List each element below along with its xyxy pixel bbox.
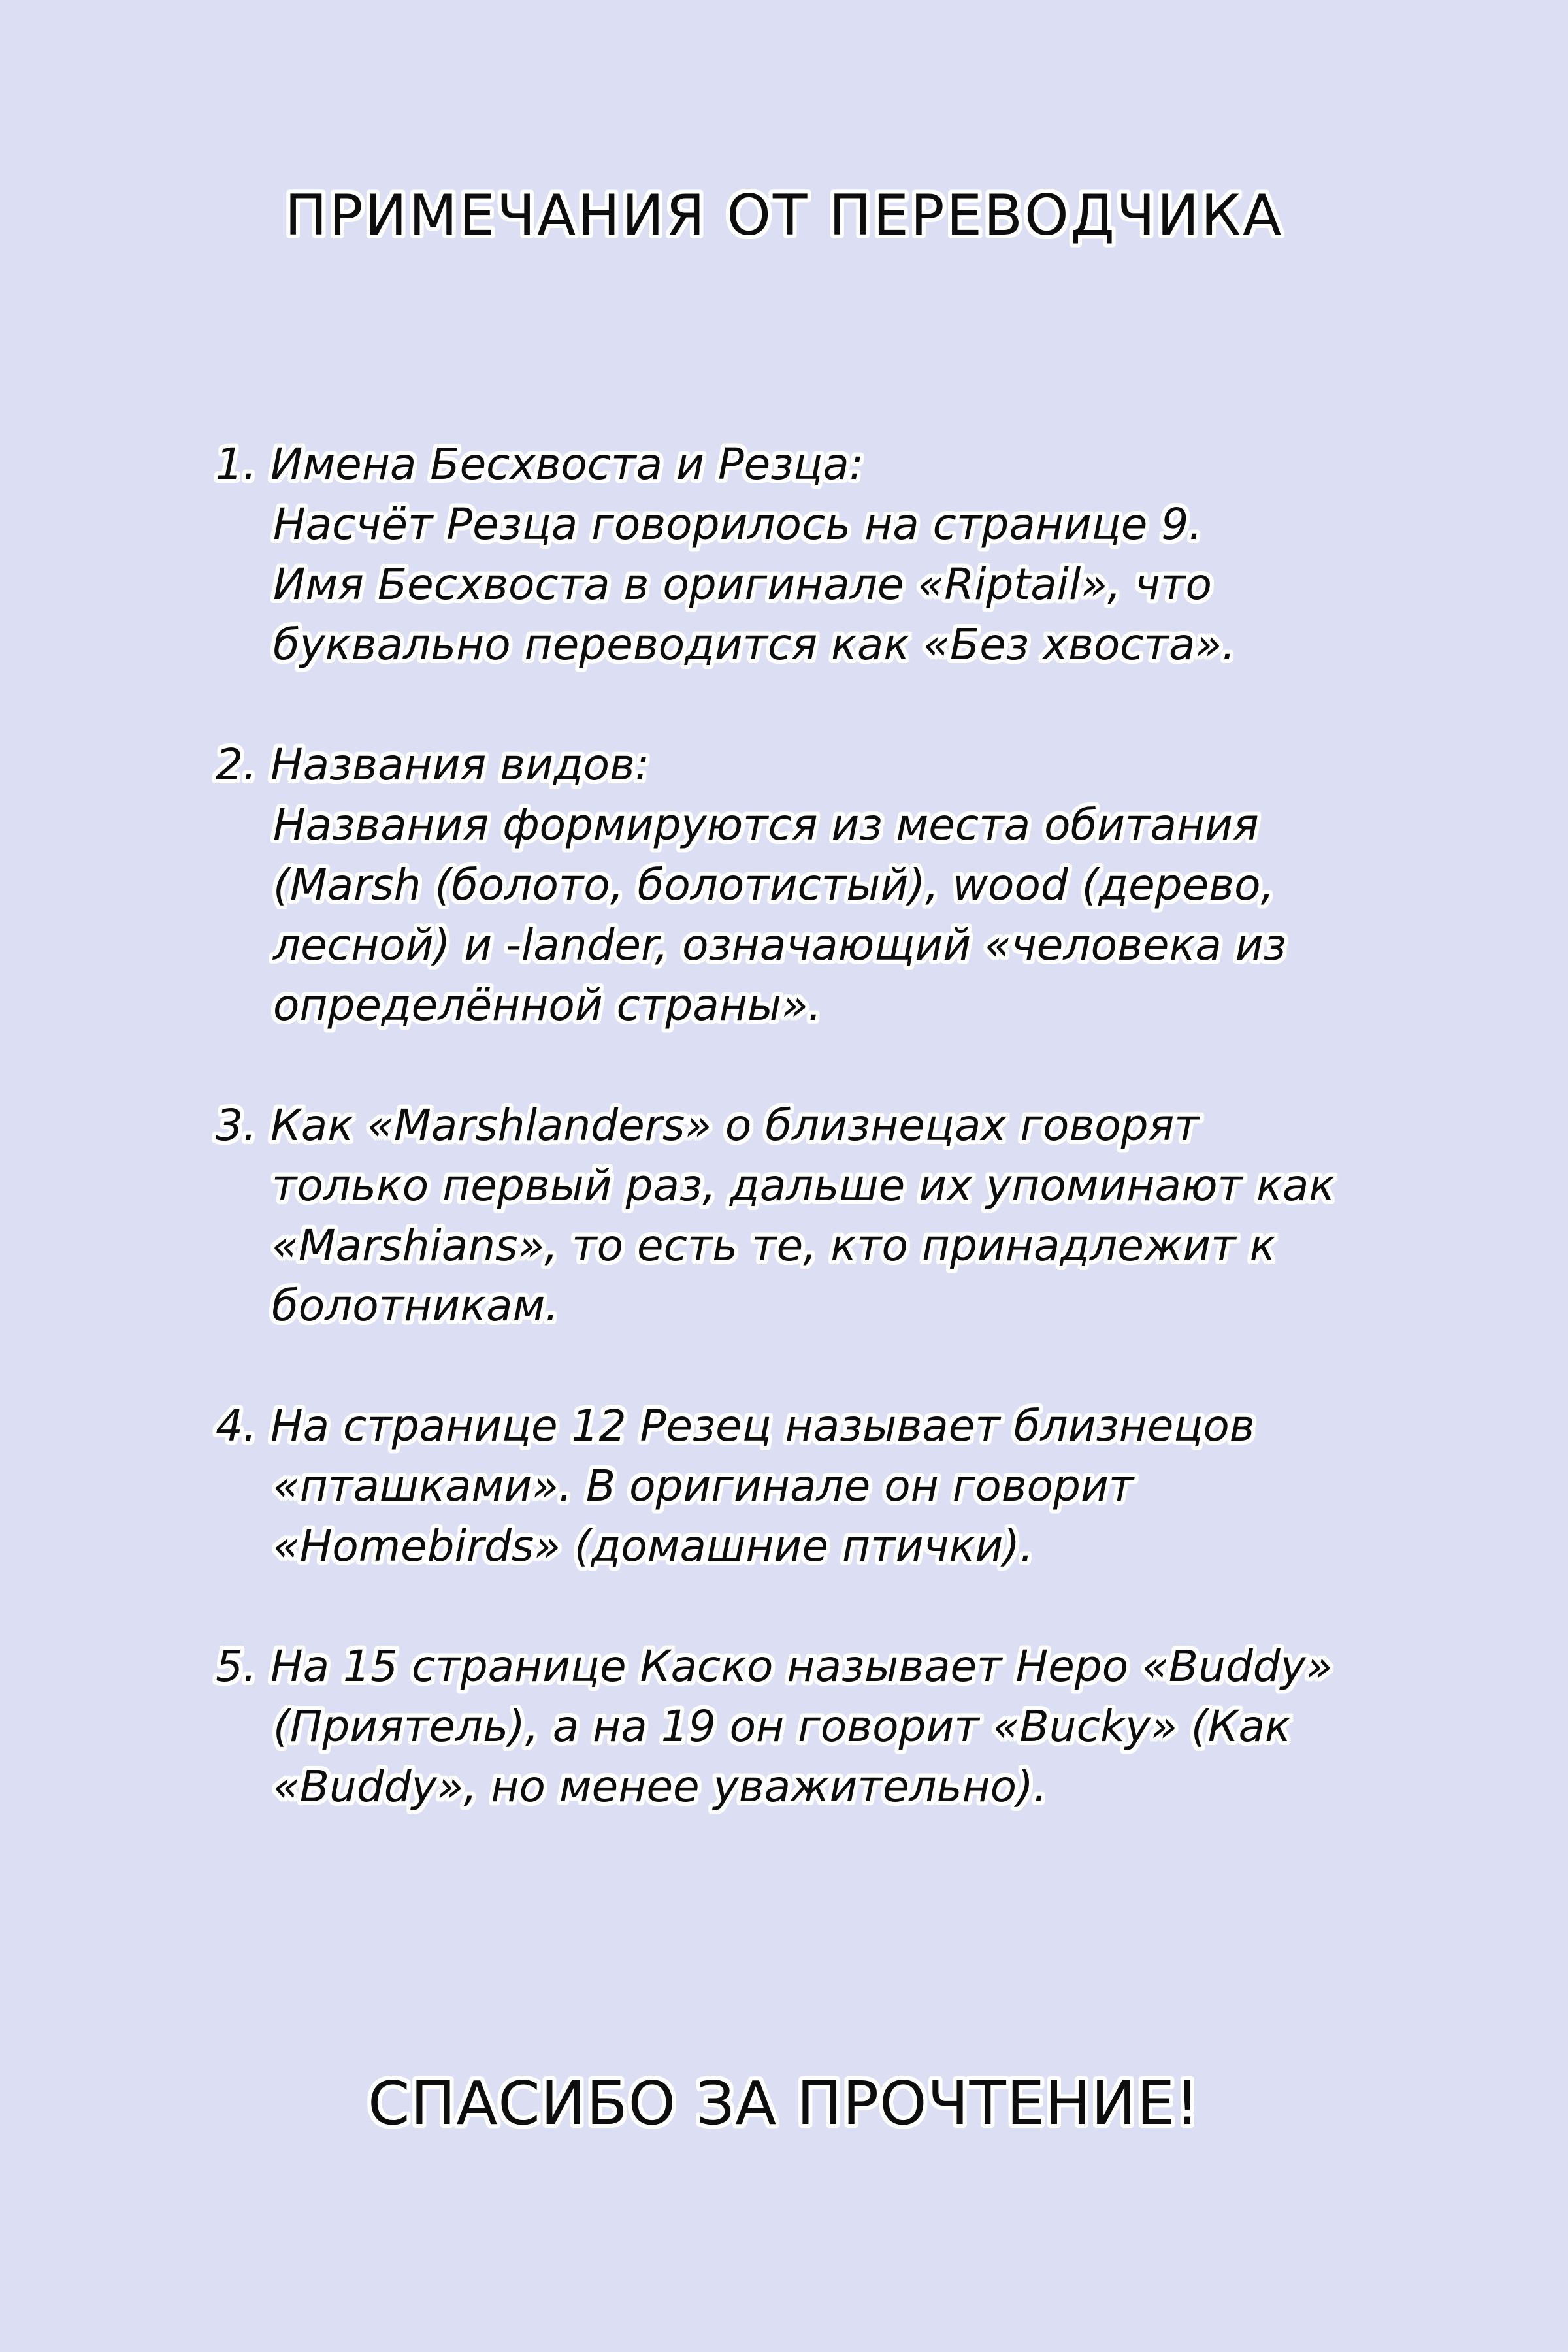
- note-heading: 3. Как «Marshlanders» о близнецах говорят: [216, 1100, 1200, 1151]
- note-line: Названия формируются из места обитания: [273, 800, 1259, 850]
- note-line: (Приятель), а на 19 он говорит «Bucky» (Как: [273, 1701, 1291, 1752]
- note-3: [216, 1096, 1457, 1336]
- note-5: [216, 1637, 1457, 1817]
- note-line: Насчёт Резца говорилось на странице 9.: [273, 499, 1203, 549]
- note-4: [216, 1396, 1457, 1576]
- note-line: болотникам.: [272, 1281, 559, 1331]
- note-heading: 4. На странице 12 Резец называет близнецов: [216, 1401, 1255, 1451]
- note-line: «Homebirds» (домашние птички).: [273, 1521, 1034, 1571]
- note-heading: 1. Имена Бесхвоста и Резца:: [216, 439, 864, 489]
- note-line: буквально переводится как «Без хвоста».: [273, 619, 1236, 670]
- note-1: [216, 434, 1457, 675]
- note-line: «пташками». В оригинале он говорит: [273, 1461, 1134, 1511]
- page-title: ПРИМЕЧАНИЯ ОТ ПЕРЕВОДЧИКА: [284, 183, 1284, 248]
- note-heading: 2. Названия видов:: [216, 740, 650, 790]
- note-line: «Marshians», то есть те, кто принадлежит к: [272, 1220, 1276, 1271]
- note-line: «Buddy», но менее уважительно).: [273, 1761, 1047, 1812]
- note-line: определённой страны».: [273, 980, 822, 1030]
- thanks-footer: СПАСИБО ЗА ПРОЧТЕНИЕ!: [368, 2068, 1200, 2138]
- note-line: Имя Бесхвоста в оригинале «Riptail», что: [273, 559, 1212, 610]
- note-line: лесной) и -lander, означающий «человека из: [273, 920, 1286, 970]
- note-2: [216, 735, 1457, 1036]
- note-heading: 5. На 15 странице Каско называет Неро «Buddy»: [216, 1641, 1333, 1691]
- note-line: (Marsh (болото, болотистый), wood (дерево,: [273, 860, 1275, 910]
- note-line: только первый раз, дальше их упоминают как: [272, 1160, 1335, 1211]
- notes-list: [216, 434, 1457, 1877]
